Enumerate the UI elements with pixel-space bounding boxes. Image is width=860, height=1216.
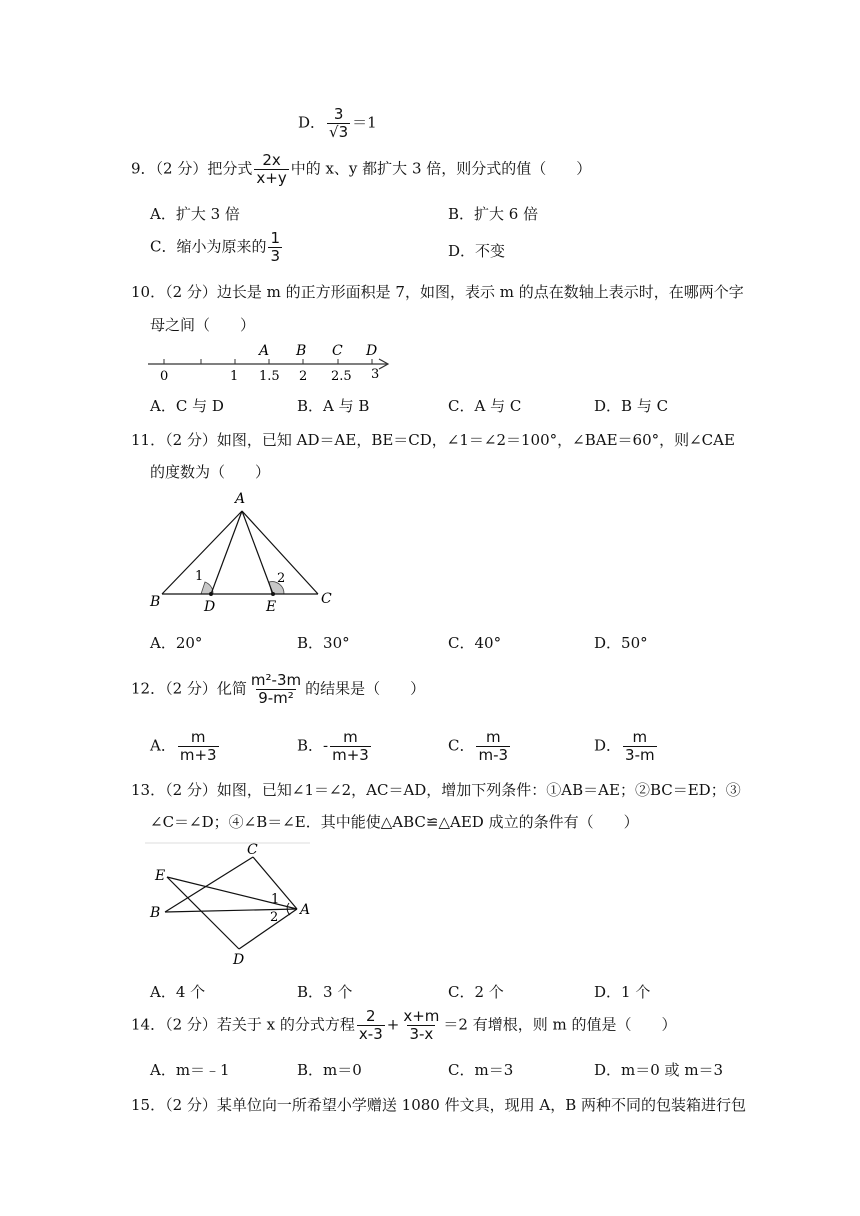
q9-text-a: 把分式 xyxy=(207,159,253,178)
q13-label-b: B xyxy=(150,905,161,921)
q11-option-d: D．50° xyxy=(594,634,648,652)
q12-frac-den: 9-m² xyxy=(258,689,294,707)
q12-option-a-fraction xyxy=(178,729,219,764)
q15-score: （2 分） xyxy=(165,1096,217,1114)
q10-option-b: B．A 与 B xyxy=(297,397,370,415)
q11-stem-line2: 的度数为（ ） xyxy=(150,463,271,481)
q11-angle-2: 2 xyxy=(277,571,286,586)
q14-f1-num: 2 xyxy=(366,1007,376,1025)
q11-option-b: B．30° xyxy=(297,634,350,652)
q13-option-a: A．4 个 xyxy=(150,983,206,1001)
q12-number: 12． xyxy=(131,679,166,698)
q15-stem-line1 xyxy=(131,1094,746,1115)
q11-score: （2 分） xyxy=(165,431,217,449)
q12-option-a-num: m xyxy=(190,728,206,746)
q9-number: 9． xyxy=(131,159,156,178)
q14-fraction-1 xyxy=(357,1008,385,1043)
q11-label-d: D xyxy=(204,599,216,615)
q8-d-denominator: √3 xyxy=(329,123,349,141)
q14-f2-den: 3-x xyxy=(409,1025,434,1043)
q10-tick-1: 1 xyxy=(230,369,239,384)
q12-option-b-den: m+3 xyxy=(332,746,369,764)
q11-triangle-figure xyxy=(145,487,345,619)
q14-option-a: A．m＝﹣1 xyxy=(150,1061,230,1079)
q10-tick-2: 2 xyxy=(299,369,308,384)
q10-number: 10． xyxy=(131,283,166,301)
q13-label-c: C xyxy=(247,842,258,858)
q13-stem-line2: ∠C＝∠D；④∠B＝∠E．其中能使△ABC≌△AED 成立的条件有（ ） xyxy=(150,813,639,831)
q9-option-c xyxy=(150,230,284,265)
q9-option-c-text: C．缩小为原来的 xyxy=(150,237,267,256)
q13-label-e: E xyxy=(155,868,166,884)
q11-label-a: A xyxy=(235,491,246,507)
q14-text-b: ＝2 有增根，则 m 的值是（ ） xyxy=(443,1015,677,1034)
q9-option-c-fraction xyxy=(268,230,282,265)
q14-plus: + xyxy=(386,1015,400,1034)
q9-option-a: A．扩大 3 倍 xyxy=(150,205,240,223)
q12-option-c-fraction xyxy=(476,729,510,764)
q9-stem xyxy=(131,152,591,187)
q10-tick-2-5: 2.5 xyxy=(331,369,352,384)
q10-option-c: C．A 与 C xyxy=(448,397,522,415)
q12-stem xyxy=(131,672,425,707)
q13-option-b: B．3 个 xyxy=(297,983,353,1001)
q12-option-d-num: m xyxy=(632,728,648,746)
q12-option-c xyxy=(448,729,512,764)
q13-angle-2: 2 xyxy=(270,910,279,925)
q14-number: 14． xyxy=(131,1015,166,1034)
q10-tick-3: 3 xyxy=(371,367,380,382)
q12-option-b xyxy=(297,729,373,764)
q10-letter-d: D xyxy=(366,343,378,359)
q12-option-c-num: m xyxy=(485,728,501,746)
q12-text-b: 的结果是（ ） xyxy=(305,679,426,698)
q13-angle-1: 1 xyxy=(271,892,280,907)
q11-label-b: B xyxy=(150,594,161,610)
q14-option-b: B．m＝0 xyxy=(297,1061,362,1079)
q9-fraction xyxy=(254,152,288,187)
q11-option-c: C．40° xyxy=(448,634,502,652)
q9-frac-den: x+y xyxy=(256,169,287,187)
q13-label-d: D xyxy=(233,952,245,968)
q12-option-b-fraction xyxy=(330,729,371,764)
q8-option-d xyxy=(298,106,377,141)
q12-option-a-den: m+3 xyxy=(179,746,217,764)
q12-option-a xyxy=(150,729,221,764)
q9-score: （2 分） xyxy=(155,159,208,178)
q12-option-c-label: C． xyxy=(448,736,475,755)
q10-score: （2 分） xyxy=(165,283,217,301)
q14-f2-num: x+m xyxy=(403,1007,440,1025)
q12-option-d-den: 3-m xyxy=(625,746,655,764)
q10-tick-1-5: 1.5 xyxy=(259,369,280,384)
q9-option-c-num: 1 xyxy=(270,229,281,247)
q11-label-c: C xyxy=(321,591,332,607)
q9-option-b: B．扩大 6 倍 xyxy=(448,205,539,223)
q10-tick-0: 0 xyxy=(160,369,169,384)
q10-letter-b: B xyxy=(296,343,307,359)
q14-option-d: D．m＝0 或 m＝3 xyxy=(594,1061,724,1079)
q14-score: （2 分） xyxy=(165,1015,217,1034)
q12-option-b-sign: - xyxy=(323,736,329,755)
q10-text-line1: 边长是 m 的正方形面积是 7，如图，表示 m 的点在数轴上表示时，在哪两个字 xyxy=(216,283,744,301)
q12-score: （2 分） xyxy=(165,679,217,698)
q13-text-line1: 如图，已知∠1＝∠2，AC＝AD，增加下列条件：①AB＝AE；②BC＝ED；③ xyxy=(216,781,741,799)
q13-option-c: C．2 个 xyxy=(448,983,504,1001)
q13-quadrilateral-figure xyxy=(145,840,315,970)
q14-text-a: 若关于 x 的分式方程 xyxy=(216,1015,355,1034)
q9-option-d: D．不变 xyxy=(448,242,506,260)
q13-stem-line1 xyxy=(131,779,741,800)
q11-text-line1: 如图，已知 AD＝AE，BE＝CD，∠1＝∠2＝100°，∠BAE＝60°，则∠CAE xyxy=(216,431,735,449)
q10-letter-a: A xyxy=(259,343,270,359)
q10-option-d: D．B 与 C xyxy=(594,397,669,415)
q8-d-numerator: 3 xyxy=(333,105,344,123)
q10-number-line xyxy=(146,342,396,384)
q8-d-label: D． xyxy=(298,113,326,132)
q13-label-a: A xyxy=(300,902,311,918)
q12-option-a-label: A． xyxy=(150,736,176,755)
q14-fraction-2 xyxy=(401,1008,441,1043)
q12-option-b-label: B． xyxy=(297,736,324,755)
q12-option-d-fraction xyxy=(623,729,657,764)
q12-option-c-den: m-3 xyxy=(478,746,509,764)
q15-text-line1: 某单位向一所希望小学赠送 1080 件文具，现用 A，B 两种不同的包装箱进行包 xyxy=(216,1096,747,1114)
q12-option-b-num: m xyxy=(343,728,358,746)
q12-option-d-label: D． xyxy=(594,736,622,755)
q11-stem-line1 xyxy=(131,429,735,450)
q13-option-d: D．1 个 xyxy=(594,983,651,1001)
q8-d-fraction xyxy=(327,106,350,141)
q9-frac-num: 2x xyxy=(262,151,281,169)
q14-f1-den: x-3 xyxy=(358,1025,383,1043)
q14-stem xyxy=(131,1008,676,1043)
q10-stem-line2: 母之间（ ） xyxy=(150,316,256,334)
q9-text-b: 中的 x、y 都扩大 3 倍，则分式的值（ ） xyxy=(290,159,592,178)
q10-option-a: A．C 与 D xyxy=(150,397,224,415)
q12-frac-num: m²-3m xyxy=(250,671,302,689)
q12-text-a: 化简 xyxy=(216,679,247,698)
q15-number: 15． xyxy=(131,1096,166,1114)
q11-number: 11． xyxy=(131,431,166,449)
q14-option-c: C．m＝3 xyxy=(448,1061,514,1079)
q10-stem-line1 xyxy=(131,281,744,302)
q13-number: 13． xyxy=(131,781,166,799)
q8-d-rhs: ＝1 xyxy=(352,113,377,132)
q13-score: （2 分） xyxy=(165,781,217,799)
q11-angle-1: 1 xyxy=(195,569,204,584)
q9-option-c-den: 3 xyxy=(270,247,281,265)
q12-fraction xyxy=(249,672,303,707)
q10-letter-c: C xyxy=(332,343,343,359)
q12-option-d xyxy=(594,729,659,764)
q11-label-e: E xyxy=(266,599,277,615)
q11-option-a: A．20° xyxy=(150,634,203,652)
